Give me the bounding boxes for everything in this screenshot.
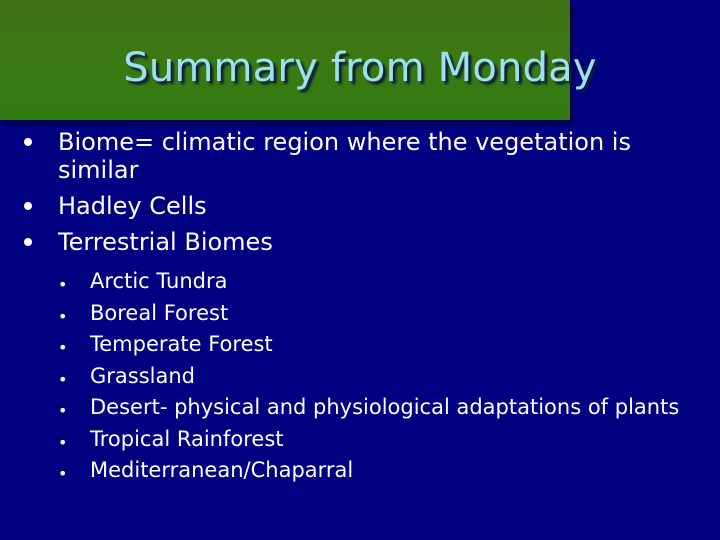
- slide-title: Summary from Monday: [123, 45, 597, 91]
- sub-bullet-dot-icon: •: [58, 338, 68, 357]
- sub-bullet-item: [0, 361, 679, 393]
- sub-bullet-dot-icon: •: [58, 464, 68, 483]
- sub-bullet-item: [0, 329, 679, 361]
- bullet-dot-icon: [24, 138, 32, 146]
- sub-bullet-dot-icon: •: [58, 401, 68, 420]
- sub-bullet-text: Mediterranean/Chaparral: [90, 458, 354, 482]
- sub-bullet-text: Tropical Rainforest: [90, 426, 284, 451]
- bullet-item: [0, 192, 678, 220]
- sub-bullet-dot-icon: •: [58, 432, 68, 452]
- sub-bullet-dot-icon: •: [58, 275, 68, 294]
- sub-bullet-text: Boreal Forest: [90, 300, 229, 325]
- sub-bullet-text: Grassland: [90, 363, 195, 388]
- bullet-dot-icon: [24, 238, 32, 246]
- bullet-text: Biome= climatic region where the vegetation is similar: [58, 128, 631, 184]
- bullet-item: [0, 128, 678, 184]
- bullet-dot-icon: [24, 202, 32, 210]
- sub-bullet-item: [0, 392, 679, 424]
- sub-bullet-list: [0, 266, 679, 487]
- bullet-item: [0, 228, 678, 256]
- bullet-text: Hadley Cells: [58, 192, 207, 220]
- sub-bullet-text: Arctic Tundra: [90, 269, 228, 293]
- bullet-list: [0, 128, 678, 264]
- sub-bullet-text: Temperate Forest: [90, 332, 273, 356]
- sub-bullet-item: [0, 298, 679, 330]
- sub-bullet-item: [0, 455, 679, 487]
- sub-bullet-item: [0, 424, 679, 456]
- sub-bullet-item: [0, 266, 679, 298]
- sub-bullet-dot-icon: •: [58, 369, 68, 389]
- bullet-text: Terrestrial Biomes: [58, 228, 273, 256]
- sub-bullet-dot-icon: •: [58, 306, 68, 326]
- sub-bullet-text: Desert- physical and physiological adaptations of plants: [90, 395, 680, 419]
